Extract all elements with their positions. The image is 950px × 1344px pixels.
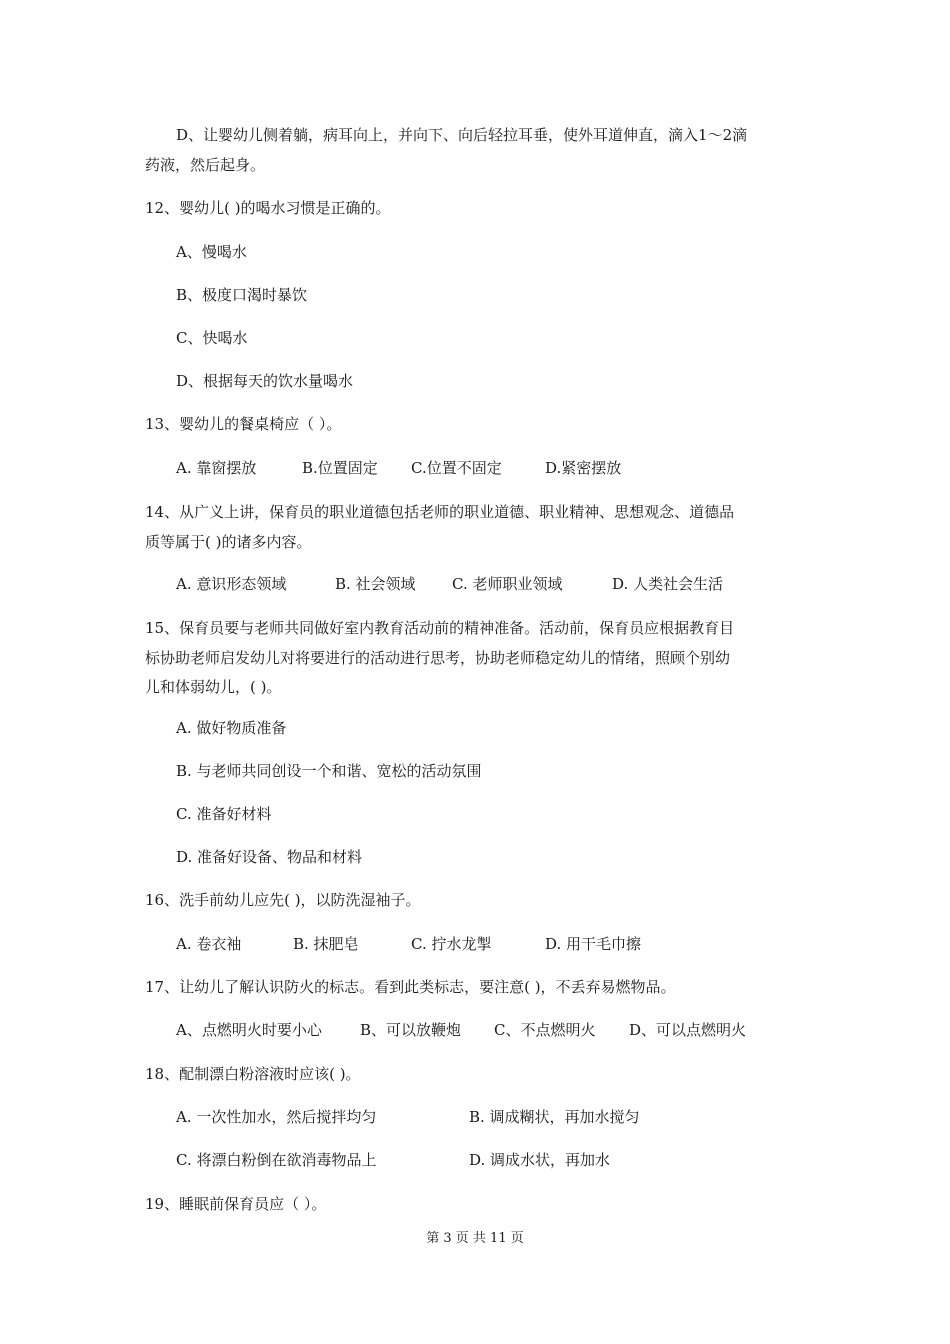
q12-option-d: D、根据每天的饮水量喝水: [176, 372, 354, 390]
q18-option-a: A. 一次性加水，然后搅拌均匀: [176, 1108, 377, 1126]
q17-option-a: A、点燃明火时要小心: [176, 1021, 322, 1039]
q15-option-c: C. 准备好材料: [176, 805, 272, 823]
question-15-line1: 15、保育员要与老师共同做好室内教育活动前的精神准备。活动前，保育员应根据教育目: [145, 619, 735, 637]
q18-option-b: B. 调成糊状，再加水搅匀: [469, 1108, 640, 1126]
q15-option-b: B. 与老师共同创设一个和谐、宽松的活动氛围: [176, 762, 482, 780]
q14-option-d: D. 人类社会生活: [612, 575, 724, 593]
question-13: 13、婴幼儿的餐桌椅应（ ）。: [145, 415, 342, 433]
q13-option-d: D.紧密摆放: [545, 459, 622, 477]
question-14-line2: 质等属于( )的诸多内容。: [145, 533, 312, 551]
q16-option-b: B. 抹肥皂: [293, 935, 359, 953]
q16-option-c: C. 拧水龙掣: [411, 935, 492, 953]
q13-option-b: B.位置固定: [302, 459, 378, 477]
q11-option-d-line1: D、让婴幼儿侧着躺，病耳向上，并向下、向后轻拉耳垂，使外耳道伸直，滴入1～2滴: [176, 126, 748, 144]
question-16: 16、洗手前幼儿应先( )，以防洗湿袖子。: [145, 891, 421, 909]
question-18: 18、配制漂白粉溶液时应该( )。: [145, 1065, 361, 1083]
q12-option-a: A、慢喝水: [176, 243, 247, 261]
question-17: 17、让幼儿了解认识防火的标志。看到此类标志，要注意( )，不丢弃易燃物品。: [145, 978, 676, 996]
question-12: 12、婴幼儿( )的喝水习惯是正确的。: [145, 199, 391, 217]
q14-option-a: A. 意识形态领域: [176, 575, 287, 593]
q15-option-a: A. 做好物质准备: [176, 719, 287, 737]
q13-option-c: C.位置不固定: [411, 459, 502, 477]
q18-option-d: D. 调成水状，再加水: [469, 1151, 611, 1169]
question-14-line1: 14、从广义上讲，保育员的职业道德包括老师的职业道德、职业精神、思想观念、道德品: [145, 503, 735, 521]
q16-option-d: D. 用干毛巾擦: [545, 935, 642, 953]
q16-option-a: A. 卷衣袖: [176, 935, 242, 953]
q17-option-c: C、不点燃明火: [494, 1021, 596, 1039]
q17-option-b: B、可以放鞭炮: [360, 1021, 462, 1039]
q12-option-c: C、快喝水: [176, 329, 248, 347]
q15-option-d: D. 准备好设备、物品和材料: [176, 848, 363, 866]
page-footer: 第 3 页 共 11 页: [426, 1231, 524, 1246]
q14-option-b: B. 社会领域: [335, 575, 416, 593]
q11-option-d-line2: 药液，然后起身。: [145, 156, 266, 174]
q12-option-b: B、极度口渴时暴饮: [176, 286, 308, 304]
q18-option-c: C. 将漂白粉倒在欲消毒物品上: [176, 1151, 377, 1169]
question-15-line3: 儿和体弱幼儿，( )。: [145, 678, 282, 696]
question-19: 19、睡眠前保育员应（ ）。: [145, 1195, 327, 1213]
q17-option-d: D、可以点燃明火: [629, 1021, 747, 1039]
question-15-line2: 标协助老师启发幼儿对将要进行的活动进行思考，协助老师稳定幼儿的情绪，照顾个别幼: [145, 649, 731, 667]
q13-option-a: A. 靠窗摆放: [176, 459, 257, 477]
q14-option-c: C. 老师职业领域: [452, 575, 563, 593]
